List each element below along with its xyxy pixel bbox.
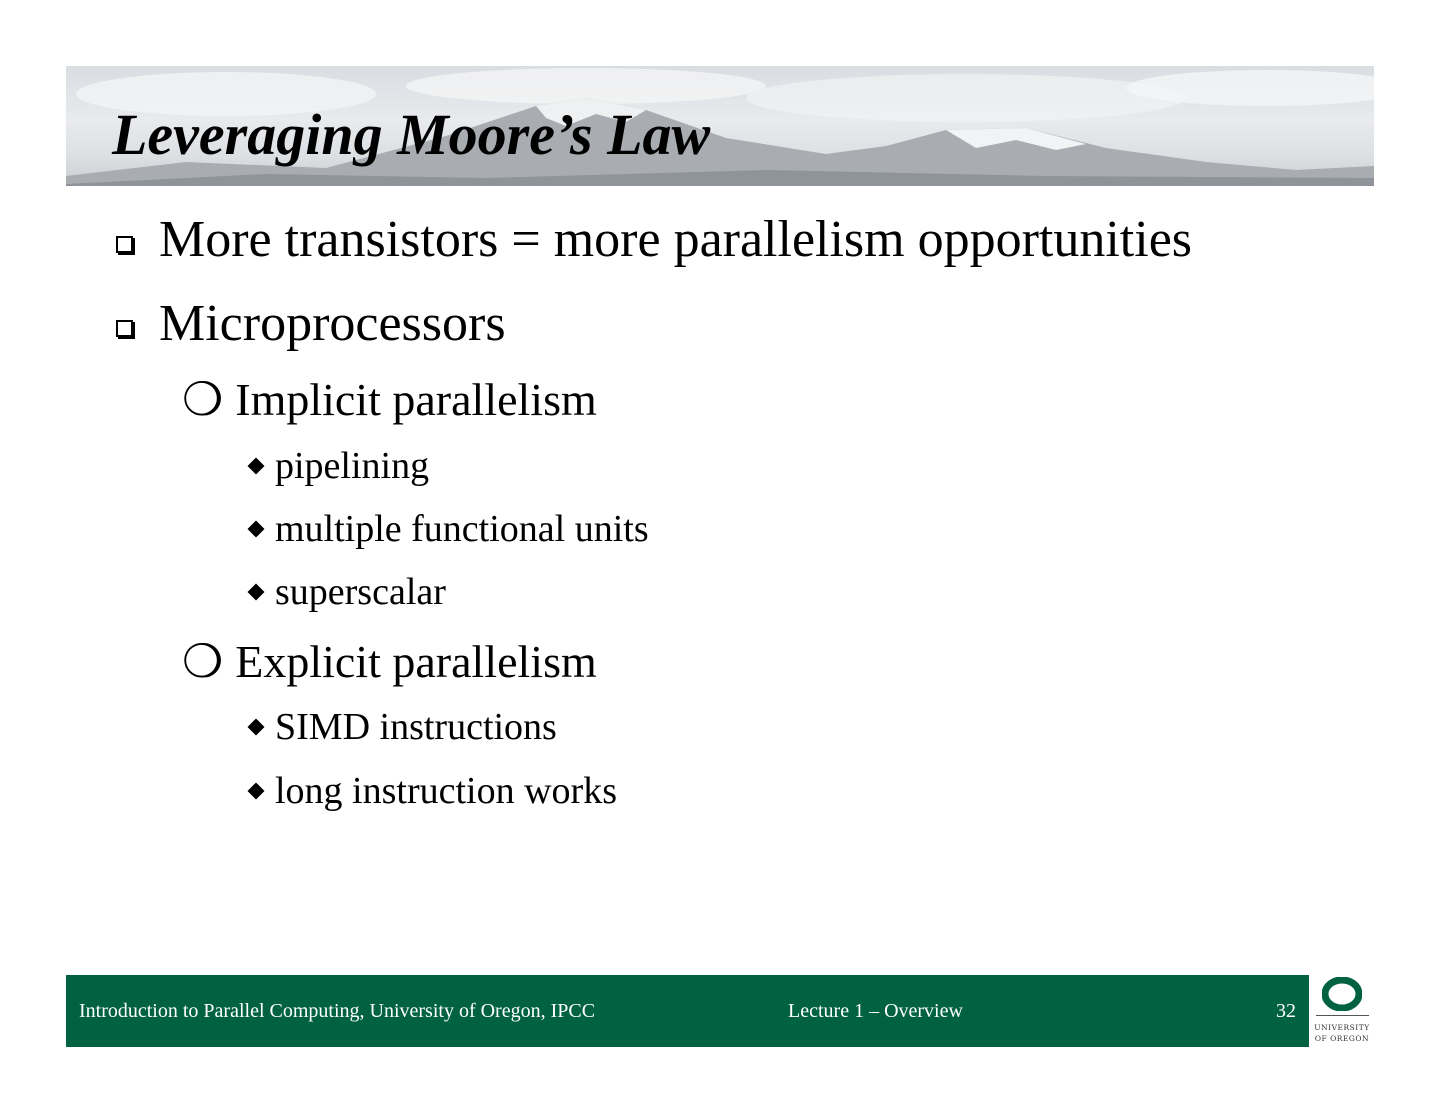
slide-footer <box>66 975 1309 1047</box>
bullet-text: multiple functional units <box>275 508 649 550</box>
bullet-level3 <box>246 704 557 750</box>
diamond-bullet-icon <box>248 584 265 601</box>
bullet-level3 <box>246 569 446 615</box>
diamond-bullet-icon <box>248 458 265 475</box>
bullet-text: More transistors = more parallelism opportunities <box>159 211 1193 268</box>
oregon-o-icon <box>1322 977 1362 1011</box>
logo-text-oregon: OF OREGON <box>1314 1034 1370 1043</box>
logo-divider <box>1316 1015 1369 1016</box>
logo-text-university: UNIVERSITY <box>1314 1023 1370 1032</box>
bullet-level2 <box>182 373 597 427</box>
diamond-bullet-icon <box>248 521 265 538</box>
slide-title: Leveraging Moore’s Law <box>112 102 711 167</box>
bullet-level3 <box>246 768 617 814</box>
university-logo <box>1310 975 1374 1047</box>
bullet-level1 <box>116 294 506 354</box>
circle-bullet-icon: ❍ <box>182 636 224 687</box>
page-number: 32 <box>1276 1000 1296 1022</box>
diamond-bullet-icon <box>248 783 265 800</box>
bullet-text: pipelining <box>275 445 430 487</box>
bullet-level3 <box>246 443 429 489</box>
bullet-level3 <box>246 506 649 552</box>
bullet-text: Microprocessors <box>159 295 506 352</box>
bullet-text: Explicit parallelism <box>235 636 597 687</box>
footer-course: Introduction to Parallel Computing, University of Oregon, IPCC <box>79 1000 596 1022</box>
bullet-level2 <box>182 635 597 689</box>
square-bullet-icon <box>116 320 133 337</box>
bullet-text: SIMD instructions <box>275 706 557 748</box>
square-bullet-icon <box>116 236 133 253</box>
footer-lecture: Lecture 1 – Overview <box>788 1000 963 1022</box>
diamond-bullet-icon <box>248 719 265 736</box>
bullet-text: Implicit parallelism <box>235 374 597 425</box>
bullet-text: long instruction works <box>275 770 617 812</box>
bullet-level1 <box>116 210 1192 270</box>
circle-bullet-icon: ❍ <box>182 374 224 425</box>
bullet-text: superscalar <box>275 571 446 613</box>
